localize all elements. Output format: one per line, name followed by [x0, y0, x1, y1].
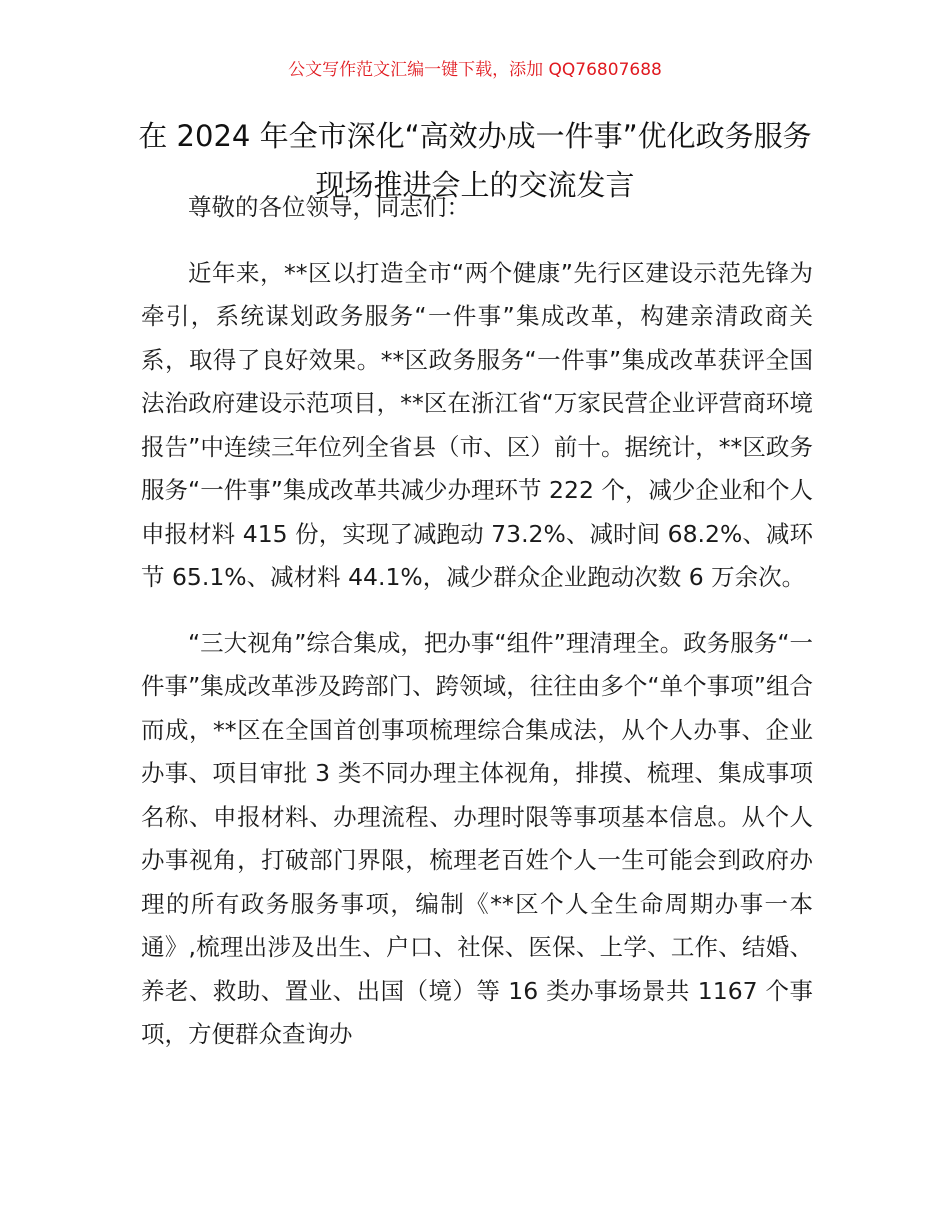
- paragraph: 近年来，**区以打造全市“两个健康”先行区建设示范先锋为牵引，系统谋划政务服务“一件事”集成改革，构建亲清政商关系，取得了良好效果。**区政务服务“一件事”集成改革获评全国法治政府建设示范项目，**区在浙江省“万家民营企业评营商环境报告”中连续三年位列全省县（市、区）前十。据统计，**区政务服务“一件事”集成改革共减少办理环节 222 个，减少企业和个人申报材料 415 份，实现了减跑动 73.2%、减时间 68.2%、减环节 65.1%、减材料 44.1%，减少群众企业跑动次数 6 万余次。: [141, 258, 813, 591]
- salutation: 尊敬的各位领导，同志们：: [188, 193, 470, 221]
- document-body: [141, 186, 813, 1057]
- download-banner[interactable]: 公文写作范文汇编一键下载，添加 QQ76807688: [288, 60, 662, 80]
- paragraph: “三大视角”综合集成，把办事“组件”理清理全。政务服务“一件事”集成改革涉及跨部门、跨领域，往往由多个“单个事项”组合而成，**区在全国首创事项梳理综合集成法，从个人办事、企业办事、项目审批 3 类不同办理主体视角，排摸、梳理、集成事项名称、申报材料、办理流程、办理时限等事项基本信息。从个人办事视角，打破部门界限，梳理老百姓个人一生可能会到政府办理的所有政务服务事项，编制《**区个人全生命周期办事一本通》,梳理出涉及出生、户口、社保、医保、上学、工作、结婚、养老、救助、置业、出国（境）等 16 类办事场景共 1167 个事项，方便群众查询办: [141, 628, 813, 1048]
- document-title: 在 2024 年全市深化“高效办成一件事”优化政务服务现场推进会上的交流发言: [138, 119, 812, 202]
